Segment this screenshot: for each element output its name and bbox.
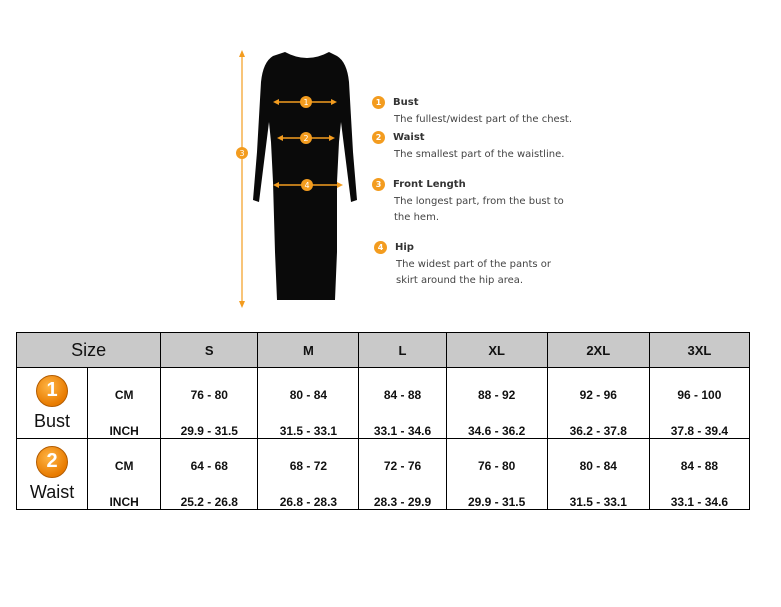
legend-front-length bbox=[372, 178, 592, 226]
unit-cm: CM bbox=[114, 388, 134, 402]
legend-title: Waist bbox=[393, 132, 425, 143]
legend-bust bbox=[372, 96, 592, 128]
legend-desc: The widest part of the pants or skirt around the hip area. bbox=[396, 259, 551, 286]
value-cell bbox=[359, 439, 446, 510]
table-row-bust bbox=[17, 368, 750, 439]
unit-inch: INCH bbox=[109, 424, 139, 438]
value-cell bbox=[161, 368, 258, 439]
svg-text:4: 4 bbox=[304, 181, 310, 190]
inch-value: 33.1 - 34.6 bbox=[373, 424, 432, 438]
legend-title: Front Length bbox=[393, 179, 466, 190]
legend-desc: The fullest/widest part of the chest. bbox=[394, 114, 573, 125]
number-4-icon: 4 bbox=[374, 241, 387, 254]
cm-value: 80 - 84 bbox=[289, 388, 328, 402]
number-1-badge-icon: 1 bbox=[36, 375, 68, 407]
dress-illustration bbox=[225, 42, 310, 312]
cm-value: 80 - 84 bbox=[579, 459, 617, 473]
inch-value: 36.2 - 37.8 bbox=[569, 424, 627, 438]
dress-diagram bbox=[225, 42, 365, 312]
svg-text:3: 3 bbox=[239, 149, 245, 158]
dress-silhouette bbox=[253, 52, 357, 300]
number-3-icon: 3 bbox=[372, 178, 385, 191]
size-column-header: L bbox=[359, 333, 446, 368]
inch-value: 28.3 - 29.9 bbox=[373, 495, 432, 509]
legend-waist bbox=[372, 131, 592, 163]
size-column-header: M bbox=[258, 333, 359, 368]
table-header-row bbox=[17, 333, 750, 368]
row-name: Bust bbox=[34, 410, 71, 431]
value-cell bbox=[161, 439, 258, 510]
unit-inch: INCH bbox=[109, 495, 139, 509]
inch-value: 37.8 - 39.4 bbox=[670, 424, 729, 438]
cm-value: 76 - 80 bbox=[190, 388, 228, 402]
svg-text:1: 1 bbox=[303, 98, 309, 107]
value-cell bbox=[547, 368, 649, 439]
row-label-waist bbox=[17, 439, 88, 510]
inch-value: 29.9 - 31.5 bbox=[180, 424, 238, 438]
front-length-marker bbox=[236, 147, 248, 159]
cm-value: 88 - 92 bbox=[477, 388, 516, 402]
cm-value: 76 - 80 bbox=[477, 459, 516, 473]
inch-value: 25.2 - 26.8 bbox=[180, 495, 238, 509]
size-column-header: S bbox=[161, 333, 258, 368]
cm-value: 84 - 88 bbox=[383, 388, 422, 402]
value-cell bbox=[649, 439, 749, 510]
value-cell bbox=[649, 368, 749, 439]
value-cell bbox=[258, 368, 359, 439]
legend-title: Hip bbox=[395, 242, 414, 253]
unit-cm: CM bbox=[114, 459, 134, 473]
unit-cell bbox=[88, 368, 161, 439]
inch-value: 29.9 - 31.5 bbox=[467, 495, 526, 509]
arrow-up-icon bbox=[239, 50, 245, 57]
cm-value: 72 - 76 bbox=[383, 459, 422, 473]
size-column-header: XL bbox=[446, 333, 547, 368]
inch-value: 31.5 - 33.1 bbox=[279, 424, 338, 438]
cm-value: 68 - 72 bbox=[289, 459, 328, 473]
size-table bbox=[16, 332, 750, 510]
cm-value: 64 - 68 bbox=[190, 459, 228, 473]
size-column-header: 3XL bbox=[649, 333, 749, 368]
value-cell bbox=[446, 439, 547, 510]
inch-value: 34.6 - 36.2 bbox=[467, 424, 526, 438]
number-2-badge-icon: 2 bbox=[36, 446, 68, 478]
legend-title: Bust bbox=[393, 97, 419, 108]
row-name: Waist bbox=[29, 481, 75, 502]
inch-value: 26.8 - 28.3 bbox=[279, 495, 338, 509]
legend-hip bbox=[374, 241, 594, 289]
row-label-bust bbox=[17, 368, 88, 439]
cm-value: 84 - 88 bbox=[680, 459, 719, 473]
cm-value: 96 - 100 bbox=[677, 388, 722, 402]
svg-text:2: 2 bbox=[303, 134, 309, 143]
inch-value: 31.5 - 33.1 bbox=[569, 495, 627, 509]
table-row-waist bbox=[17, 439, 750, 510]
number-2-icon: 2 bbox=[372, 131, 385, 144]
value-cell bbox=[359, 368, 446, 439]
size-column-header: 2XL bbox=[547, 333, 649, 368]
number-1-icon: 1 bbox=[372, 96, 385, 109]
arrow-down-icon bbox=[239, 301, 245, 308]
value-cell bbox=[446, 368, 547, 439]
unit-cell bbox=[88, 439, 161, 510]
inch-value: 33.1 - 34.6 bbox=[670, 495, 729, 509]
legend-desc: The smallest part of the waistline. bbox=[394, 149, 565, 160]
legend-desc: The longest part, from the bust to the hem. bbox=[394, 196, 564, 223]
cm-value: 92 - 96 bbox=[579, 388, 617, 402]
size-header: Size bbox=[17, 333, 161, 368]
value-cell bbox=[258, 439, 359, 510]
value-cell bbox=[547, 439, 649, 510]
